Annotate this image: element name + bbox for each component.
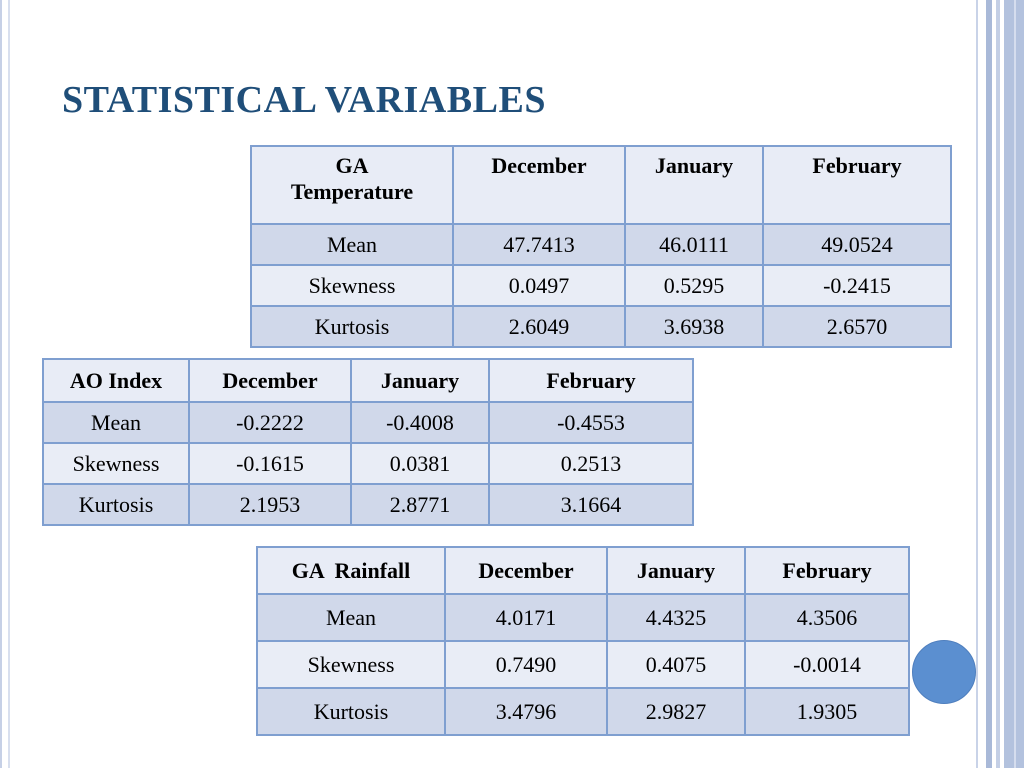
table-header-row: [43, 359, 693, 402]
table-cell: 0.0497: [453, 265, 625, 306]
table-header-cell: January: [351, 359, 489, 402]
decorative-circle: [912, 640, 976, 704]
row-label: Skewness: [43, 443, 189, 484]
table-cell: 2.1953: [189, 484, 351, 525]
table-header-cell: December: [453, 146, 625, 224]
table-cell: 2.6570: [763, 306, 951, 347]
table-cell: 47.7413: [453, 224, 625, 265]
table-header-cell: February: [763, 146, 951, 224]
table-row: [251, 306, 951, 347]
table-cell: -0.0014: [745, 641, 909, 688]
table-header-cell: GA Rainfall: [257, 547, 445, 594]
row-label: Kurtosis: [257, 688, 445, 735]
table-cell: 2.6049: [453, 306, 625, 347]
row-label: Skewness: [251, 265, 453, 306]
row-label: Skewness: [257, 641, 445, 688]
table-cell: 4.4325: [607, 594, 745, 641]
table-header-cell: December: [445, 547, 607, 594]
table-cell: 0.7490: [445, 641, 607, 688]
table-row: [43, 402, 693, 443]
table-row: [43, 484, 693, 525]
table-cell: -0.2222: [189, 402, 351, 443]
table-cell: -0.1615: [189, 443, 351, 484]
table-cell: -0.4553: [489, 402, 693, 443]
row-label: Kurtosis: [251, 306, 453, 347]
row-label: Mean: [257, 594, 445, 641]
table-cell: 0.2513: [489, 443, 693, 484]
ga-temperature-table: [250, 145, 952, 348]
table-row: [251, 265, 951, 306]
ao-index-table: [42, 358, 694, 526]
table-header-cell: AO Index: [43, 359, 189, 402]
table-header-cell: GA Temperature: [251, 146, 453, 224]
row-label: Mean: [251, 224, 453, 265]
table-row: [251, 224, 951, 265]
table-cell: 4.3506: [745, 594, 909, 641]
table-cell: 3.1664: [489, 484, 693, 525]
table-cell: 46.0111: [625, 224, 763, 265]
table-cell: 0.5295: [625, 265, 763, 306]
table-row: [43, 443, 693, 484]
table-header-row: [251, 146, 951, 224]
table-header-row: [257, 547, 909, 594]
table-cell: -0.4008: [351, 402, 489, 443]
row-label: Mean: [43, 402, 189, 443]
slide-right-border: [976, 0, 1024, 768]
table-header-cell: December: [189, 359, 351, 402]
table-cell: 1.9305: [745, 688, 909, 735]
table-row: [257, 688, 909, 735]
table-cell: 3.4796: [445, 688, 607, 735]
table-cell: 3.6938: [625, 306, 763, 347]
table-header-cell: January: [607, 547, 745, 594]
table-header-cell: February: [745, 547, 909, 594]
table-cell: 4.0171: [445, 594, 607, 641]
table-cell: 2.8771: [351, 484, 489, 525]
slide-title: STATISTICAL VARIABLES: [62, 79, 546, 121]
table-cell: -0.2415: [763, 265, 951, 306]
table-cell: 2.9827: [607, 688, 745, 735]
table-row: [257, 594, 909, 641]
ga-rainfall-table: [256, 546, 910, 736]
table-cell: 0.0381: [351, 443, 489, 484]
table-header-cell: January: [625, 146, 763, 224]
slide-left-border: [0, 0, 14, 768]
table-cell: 0.4075: [607, 641, 745, 688]
row-label: Kurtosis: [43, 484, 189, 525]
table-header-cell: February: [489, 359, 693, 402]
table-row: [257, 641, 909, 688]
table-cell: 49.0524: [763, 224, 951, 265]
